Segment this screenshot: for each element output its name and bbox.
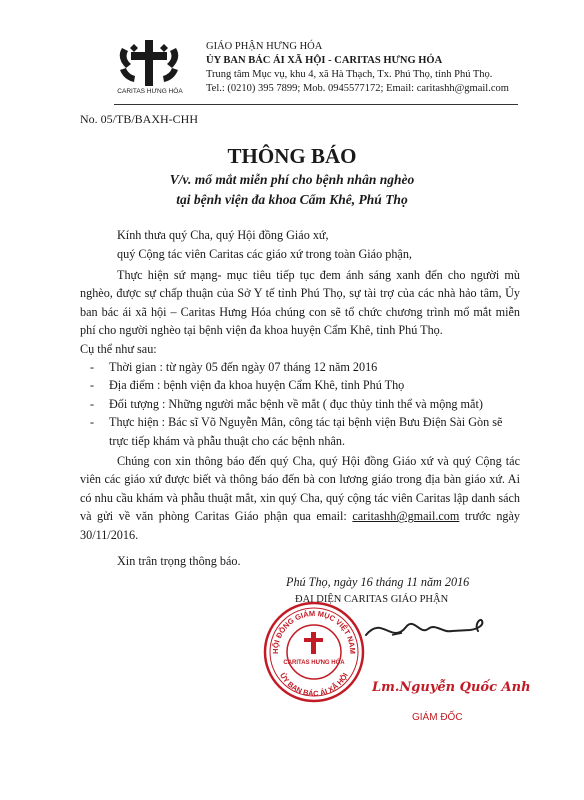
bullet-dash: - (90, 415, 95, 430)
address-line: Trung tâm Mục vụ, khu 4, xã Hà Thạch, Tx. Phú Thọ, tỉnh Phú Thọ. (206, 69, 493, 80)
details-intro: Cụ thể như sau: (80, 341, 157, 356)
bullet-dash: - (90, 378, 95, 393)
detail-item-doctor (80, 413, 520, 450)
email-link[interactable]: caritashh@gmail.com (352, 509, 460, 524)
bullet-dash: - (90, 396, 95, 411)
detail-item-target (80, 395, 520, 413)
diocese-name: GIÁO PHẬN HƯNG HÓA (206, 41, 323, 52)
signer-title: GIÁM ĐỐC (412, 712, 463, 723)
document-number: No. 05/TB/BAXH-CHH (80, 112, 199, 126)
detail-item-location (80, 376, 520, 394)
deadline-text: trước ngày 30/11/2016. (80, 509, 521, 542)
bullet-dash: - (90, 360, 95, 375)
closing-line: Xin trân trọng thông báo. (117, 554, 241, 569)
seal-inner-text: CARITAS HƯNG HÓA (283, 660, 345, 666)
detail-text: Địa điểm : bệnh viện đa khoa huyện Cẩm Khê, tỉnh Phú Thọ (109, 378, 405, 393)
greeting-line-1: Kính thưa quý Cha, quý Hội đồng Giáo xứ, (117, 228, 329, 242)
document-title: THÔNG BÁO (227, 144, 357, 168)
main-body (80, 266, 520, 571)
subject-line-2: tại bệnh viện đa khoa Cẩm Khê, Phú Thọ (176, 192, 408, 207)
paragraph-program: Thực hiện sứ mạng- mục tiêu tiếp tục đem ánh sáng xanh đến cho người mù nghèo, được sự chấp thuận của Sở Y tế tỉnh Phú Thọ, sự tài trợ của các nhà hảo tâm, Ủy ban bác ái xã hội – Caritas Hưng Hóa chúng con sẽ tổ chức chương trình mổ mắt miễn phí cho người nghèo tại bệnh viện đa khoa huyện Cẩm Khê, tỉnh Phú Thọ. (80, 268, 520, 338)
header-divider (114, 104, 518, 105)
handwritten-signature-icon (362, 605, 492, 655)
detail-item-time (80, 358, 520, 376)
seal-outer-text: HỘI ĐỒNG GIÁM MỤC VIỆT NAM (270, 608, 358, 655)
contact-line: Tel.: (0210) 395 7899; Mob. 0945577172; Email: caritashh@gmail.com (206, 83, 509, 94)
signer-name: Lm.Nguyễn Quốc Anh (372, 680, 531, 695)
subject-line-1: V/v. mổ mắt miễn phí cho bệnh nhân nghèo (169, 172, 415, 187)
detail-text: Thực hiện : Bác sĩ Võ Nguyễn Mân, công tác tại bệnh viện Bưu Điện Sài Gòn sẽ trực tiếp khám và phẫu thuật cho các bệnh nhân. (109, 415, 503, 448)
committee-name: ỦY BAN BÁC ÁI XÃ HỘI - CARITAS HƯNG HÓA (206, 55, 443, 66)
signer-role: ĐẠI DIỆN CARITAS GIÁO PHẬN (295, 594, 449, 605)
details-list (80, 358, 520, 450)
greeting-line-2: quý Cộng tác viên Caritas các giáo xứ trong toàn Giáo phận, (117, 247, 412, 261)
place-date: Phú Thọ, ngày 16 tháng 11 năm 2016 (286, 575, 470, 589)
seal-bottom-text: ỦY BAN BÁC ÁI XÃ HỘI (278, 671, 350, 699)
detail-text: Đối tượng : Những người mắc bệnh về mắt ( đục thủy tinh thể và mộng mắt) (109, 396, 483, 411)
paragraph-announcement (80, 452, 520, 544)
official-seal-icon (262, 600, 366, 704)
announcement-text: Chúng con xin thông báo đến quý Cha, quý Hội đồng Giáo xứ và quý Cộng tác viên các giáo xứ được biết và thông báo đến bà con lương giáo trong địa bàn giáo xứ. Ai có nhu cầu khám và phẫu thuật mắt, xin quý Cha, quý cộng tác viên Caritas lập danh sách và gửi về văn phòng Caritas Giáo phận qua email: (80, 454, 520, 524)
logo-caption: CARITAS HƯNG HÓA (117, 88, 183, 95)
letterhead (206, 40, 576, 96)
detail-text: Thời gian : từ ngày 05 đến ngày 07 tháng 12 năm 2016 (109, 360, 378, 375)
